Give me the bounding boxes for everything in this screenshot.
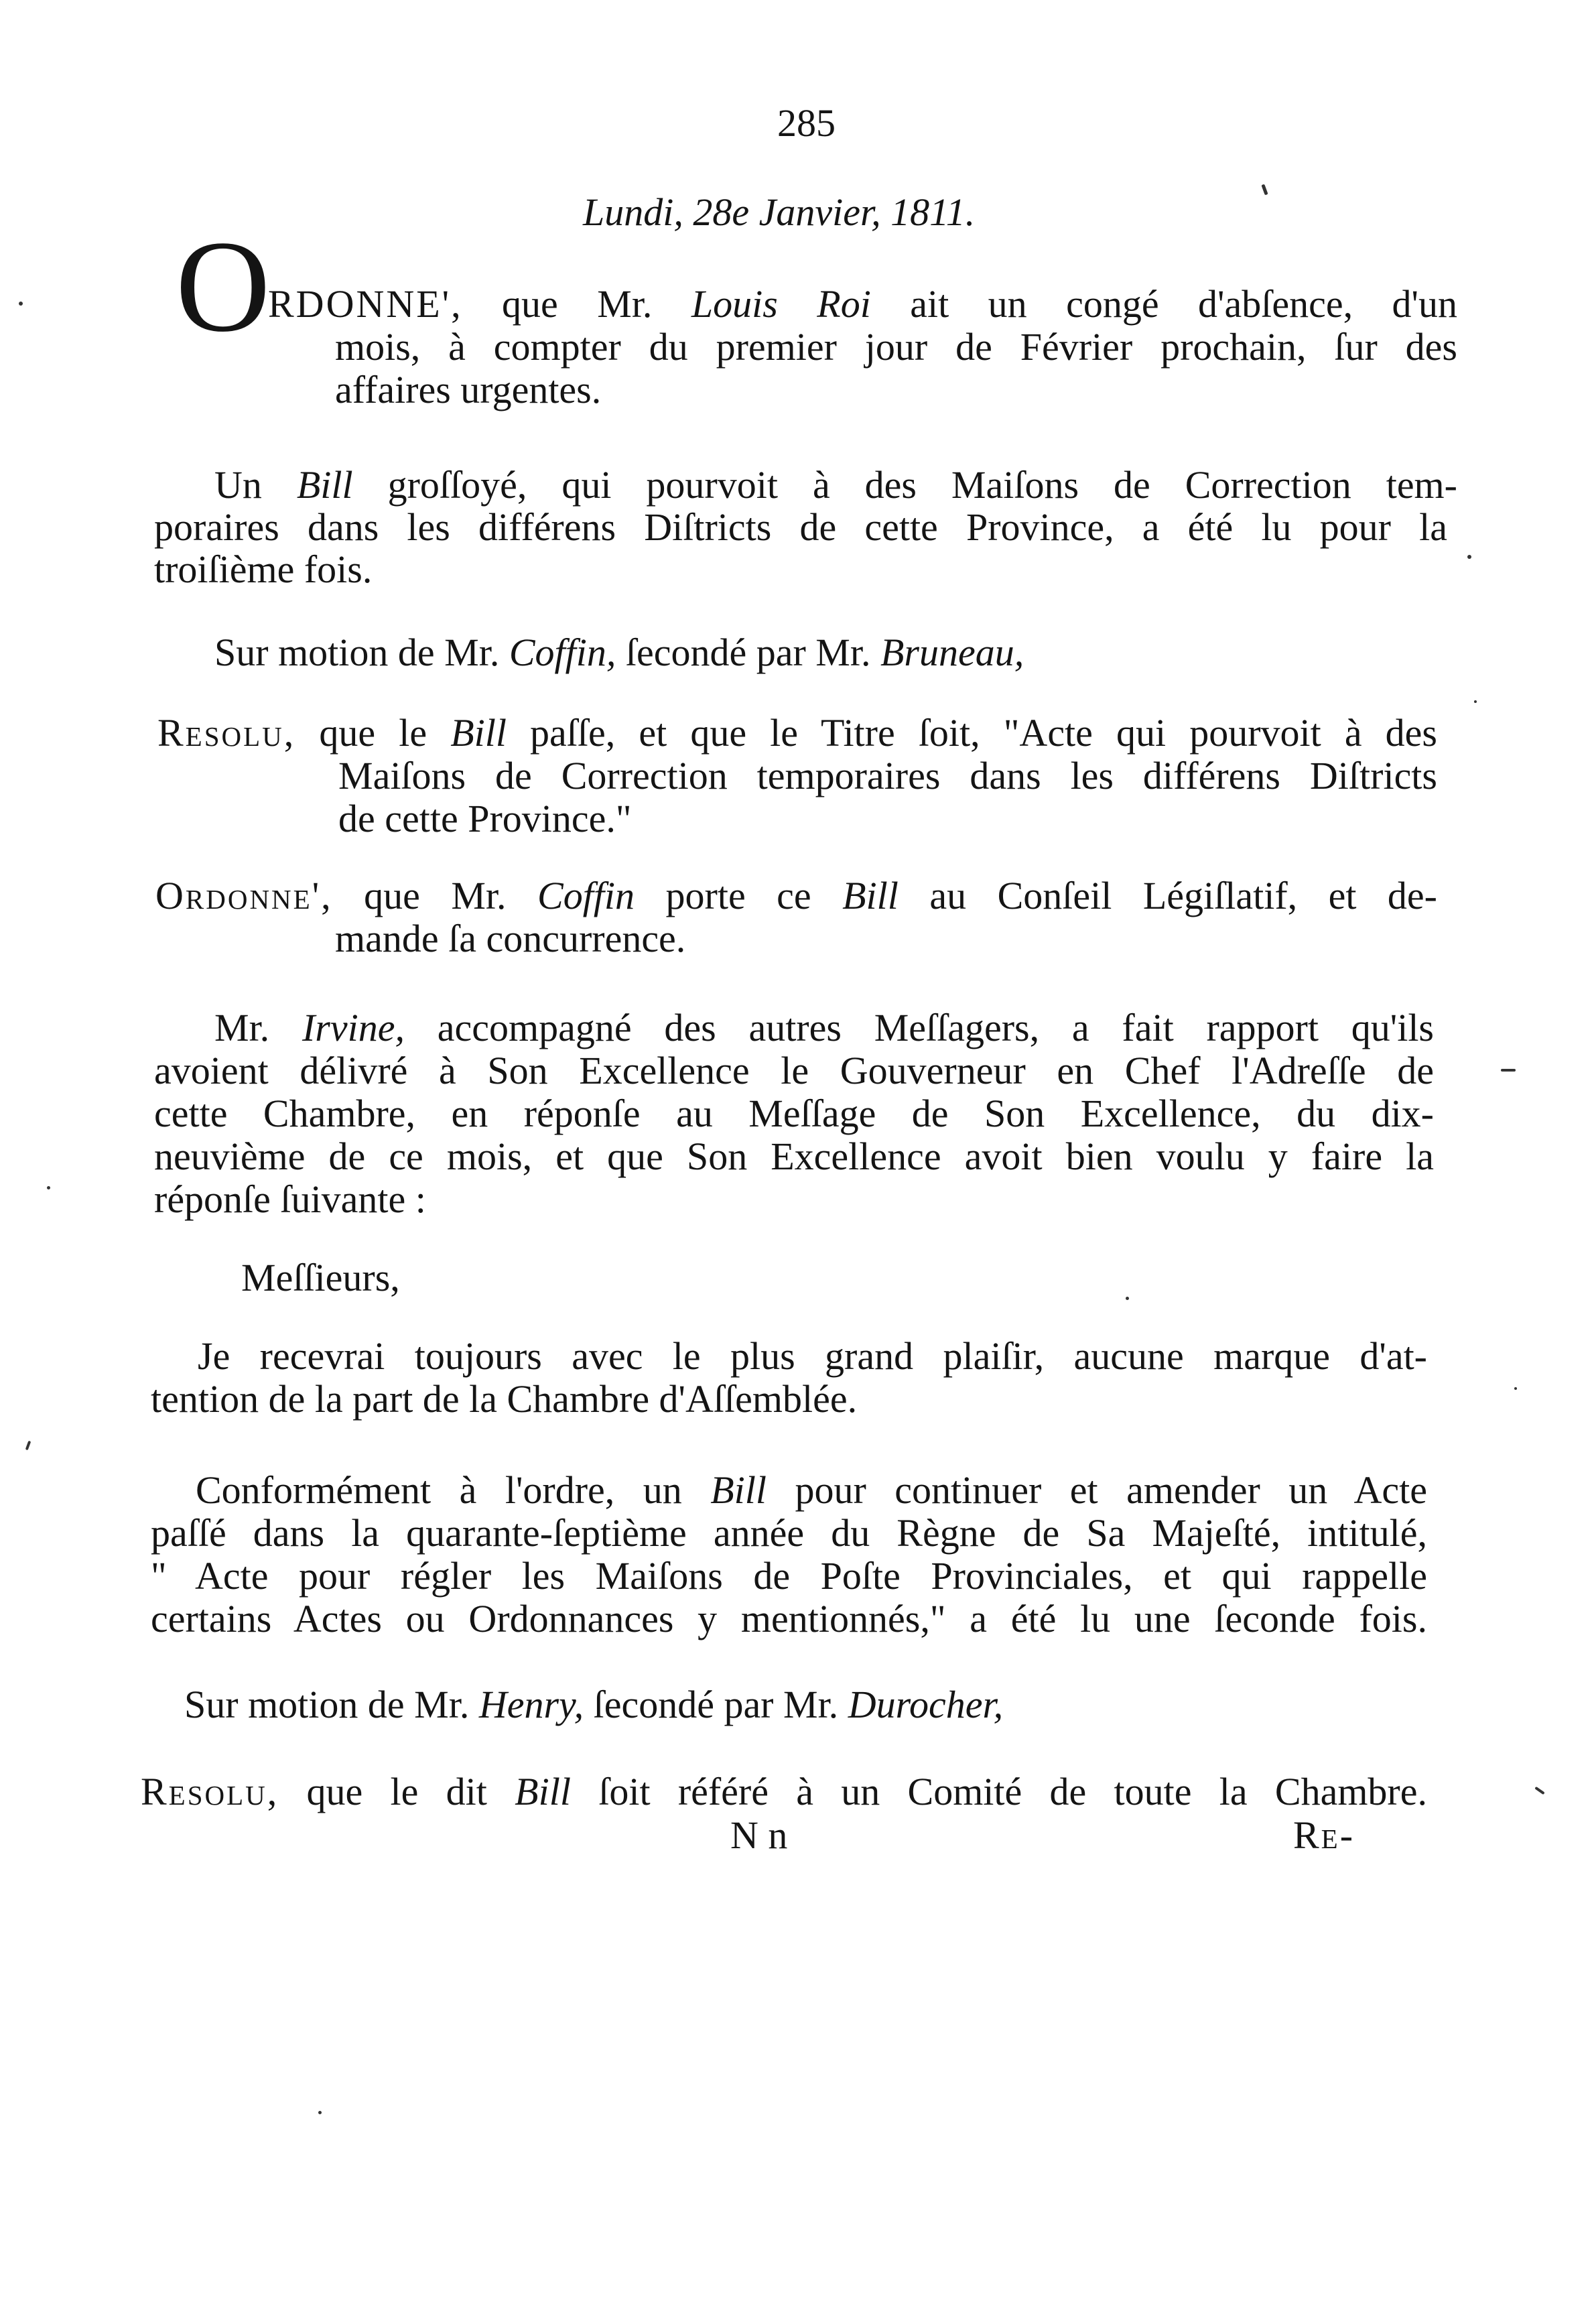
text: que Mr. [332,874,538,917]
p6-line-4: neuvième de ce mois, et que Son Excellence avoit bien voulu y faire la [154,1135,1434,1178]
scan-speck [1514,1387,1517,1390]
scan-speck [1467,555,1471,559]
ordonne-label: Ordonne', [155,874,333,917]
text: groſſoyé, qui pourvoit à des Maiſons de Correction tem- [352,463,1457,507]
scan-speck [1474,700,1477,703]
p8-line-1: Je recevrai toujours avec le plus grand plaiſir, aucune marque d'at- [198,1334,1427,1378]
person-name: Coffin, [509,631,616,674]
p3-motion [214,630,1024,675]
text: accompagné des autres Meſſagers, a fait rapport qu'ils [404,1006,1435,1049]
p5-line-2: mande ſa concurrence. [335,917,686,960]
salutation: Meſſieurs, [241,1256,400,1299]
p6-line-2: avoient délivré à Son Excellence le Gouverneur en Chef l'Adreſſe de [154,1049,1434,1092]
p8-line-2: tention de la part de la Chambre d'Aſſemblée. [151,1377,858,1421]
scan-speck [1126,1297,1129,1300]
p1-line-1 [268,281,1457,327]
text: ſecondé par Mr. [584,1683,848,1726]
p9-line-1 [196,1468,1427,1513]
text: porte ce [635,874,843,917]
p9-line-3: " Acte pour régler les Maiſons de Poſte Provinciales, et qui rappelle [151,1554,1427,1598]
person-name: Irvine, [302,1006,405,1049]
p4-line-2: Maiſons de Correction temporaires dans les différens Diſtricts [338,754,1437,797]
p5-line-1 [155,873,1437,919]
bill-word: Bill [515,1770,571,1813]
scan-speck [1534,1787,1544,1795]
text: ſecondé par Mr. [616,631,880,674]
p9-line-2: paſſé dans la quarante-ſeptième année du Règne de Sa Majeſté, intitulé, [151,1511,1427,1555]
person-name: Coffin [537,874,635,917]
page-number: 285 [777,101,836,145]
bill-word: Bill [842,874,899,917]
text: ſoit référé à un Comité de toute la Chambre. [570,1770,1427,1813]
person-name: Henry, [478,1683,584,1726]
person-name: Durocher, [848,1683,1004,1726]
scan-speck [318,2111,322,2114]
text: au Conſeil Légiſlatif, et de- [898,874,1437,917]
bill-word: Bill [450,711,507,755]
signature-mark: N n [730,1813,788,1857]
p4-line-1 [157,710,1437,756]
bill-word: Bill [710,1468,767,1512]
catchword: Re- [1293,1813,1355,1857]
scan-speck [1261,184,1268,196]
p2-line-3: troiſième fois. [154,547,373,591]
p1-line-2: mois, à compter du premier jour de Février prochain, ſur des [335,325,1457,369]
drop-cap: O [176,214,271,359]
resolu-label: Resolu, [141,1770,279,1813]
p4-line-3: de cette Province." [338,797,632,840]
text: Mr. [214,1006,302,1049]
date-heading: Lundi, 28e Janvier, 1811. [583,190,976,234]
scan-speck [47,1186,50,1189]
scan-speck [19,302,23,306]
text: paſſe, et que le Titre ſoit, "Acte qui pourvoit à des [506,711,1437,755]
text: Conformément à l'ordre, un [196,1468,711,1512]
p1-line-3: affaires urgentes. [335,368,602,411]
p11-resolu [141,1769,1427,1815]
scan-speck [25,1441,31,1451]
ordonne-label: RDONNE', [268,282,463,326]
p10-motion [184,1682,1003,1728]
p2-line-1 [214,462,1457,508]
text: que le [295,711,451,755]
p6-line-1 [214,1005,1434,1051]
p9-line-4: certains Actes ou Ordonnances y mentionnés," a été lu une ſeconde fois. [151,1597,1427,1640]
bill-word: Bill [296,463,353,507]
p2-line-2: poraires dans les différens Diſtricts de cette Province, a été lu pour la [154,505,1447,549]
text: que le dit [279,1770,515,1813]
p6-line-5: réponſe ſuivante : [154,1177,426,1221]
text: Sur motion de Mr. [184,1683,479,1726]
resolu-label: Resolu, [157,711,296,755]
text: que Mr. [462,282,691,326]
p6-line-3: cette Chambre, en réponſe au Meſſage de Son Excellence, du dix- [154,1092,1434,1135]
person-name: Louis Roi [691,282,871,326]
person-name: Bruneau, [880,631,1024,674]
text: ait un congé d'abſence, d'un [870,282,1457,326]
text: Un [214,463,297,507]
scan-speck [1501,1069,1516,1072]
text: pour continuer et amender un Acte [767,1468,1427,1512]
text: Sur motion de Mr. [214,631,509,674]
